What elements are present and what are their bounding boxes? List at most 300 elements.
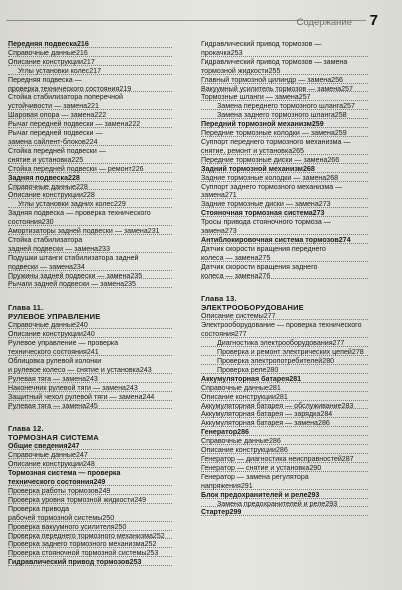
toc-entry[interactable] xyxy=(8,183,190,192)
toc-entry[interactable] xyxy=(201,339,386,348)
toc-entry-page: 280 xyxy=(266,365,279,374)
toc-entry-title: Описание конструкции xyxy=(8,330,83,339)
toc-entry-title: Замена заднего тормозного шланга xyxy=(217,111,335,120)
toc-entry-title: Вакуумный усилитель тормозов — замена xyxy=(201,84,342,93)
toc-entry-title: Датчик скорости вращения переднего xyxy=(201,244,326,253)
toc-entry-page: 219 xyxy=(119,84,132,93)
toc-entry-title: Справочные данные xyxy=(201,383,269,392)
toc-entry[interactable] xyxy=(8,558,190,567)
toc-entry-title: Углы установки колес xyxy=(18,66,90,75)
toc-entry-title: Задняя подвеска xyxy=(8,173,69,182)
chapter-12-title: ТОРМОЗНАЯ СИСТЕМА xyxy=(8,433,99,443)
toc-entry[interactable] xyxy=(201,93,386,102)
toc-entry-page: 273 xyxy=(224,227,237,236)
toc-entry-title: Суппорт заднего тормозного механизма — xyxy=(201,182,343,191)
toc-entry-page: 241 xyxy=(86,348,99,357)
toc-entry-page: 281 xyxy=(275,392,288,401)
toc-entry-title: Рычаг передней подвески — замена xyxy=(8,120,129,129)
toc-entry[interactable] xyxy=(8,549,190,558)
toc-entry[interactable] xyxy=(201,209,386,218)
toc-entry-title: Стартер xyxy=(201,508,230,517)
toc-entry-title: Облицовка рулевой колонки xyxy=(8,357,102,365)
toc-entry[interactable] xyxy=(8,165,190,174)
toc-entry[interactable] xyxy=(201,147,386,156)
toc-entry-page: 225 xyxy=(71,155,84,164)
toc-entry[interactable] xyxy=(201,156,386,165)
toc-entry-page: 249 xyxy=(134,495,147,504)
chapter-12-label: Глава 12. xyxy=(8,424,44,434)
toc-entry-page: 253 xyxy=(146,549,159,558)
toc-entry-page: 248 xyxy=(82,460,95,469)
toc-entry-page: 286 xyxy=(318,419,330,428)
toc-entry[interactable] xyxy=(8,469,190,478)
toc-entry[interactable] xyxy=(201,500,386,509)
toc-entry-page: 217 xyxy=(89,66,102,75)
toc-entry[interactable] xyxy=(8,76,190,85)
toc-entry[interactable] xyxy=(8,93,190,102)
toc-entry-title: Задние тормозные диски — замена xyxy=(201,200,319,209)
toc-entry[interactable] xyxy=(8,393,190,402)
toc-entry-title: Аккумуляторная батарея — замена xyxy=(201,419,319,428)
toc-list-ch11 xyxy=(8,321,190,410)
toc-entry-title: Аккумуляторная батарея xyxy=(201,374,290,383)
toc-entry-page: 245 xyxy=(86,401,98,410)
toc-entry-page: 252 xyxy=(144,540,157,549)
toc-entry-title: проверка технического состояния xyxy=(8,84,120,93)
toc-entry-title: Проверка уровня тормозной жидкости xyxy=(8,495,135,504)
toc-entry[interactable] xyxy=(8,263,190,272)
toc-entry-page: 222 xyxy=(94,111,107,120)
toc-entry[interactable] xyxy=(8,200,190,209)
toc-entry-page: 247 xyxy=(75,451,88,460)
toc-entry-title: Передние тормозные диски — замена xyxy=(201,155,328,164)
toc-entry[interactable] xyxy=(8,487,190,496)
toc-entry-page: 256 xyxy=(331,75,343,84)
toc-entry-title: Суппорт переднего тормозного механизма — xyxy=(201,137,351,146)
toc-entry[interactable] xyxy=(8,129,190,138)
toc-entry[interactable] xyxy=(201,437,386,446)
toc-entry-title: Описание конструкции xyxy=(201,446,276,455)
toc-entry-title: Гидравлический привод тормозов xyxy=(8,558,130,567)
toc-entry-page: 221 xyxy=(87,102,99,111)
toc-entry-page: 286 xyxy=(268,437,281,446)
toc-entry[interactable] xyxy=(8,245,190,254)
toc-entry-title: Описание конструкции xyxy=(8,460,83,469)
toc-entry[interactable] xyxy=(8,40,190,49)
toc-list-ch13 xyxy=(201,312,386,517)
toc-entry[interactable] xyxy=(8,540,190,549)
toc-entry[interactable] xyxy=(8,451,190,460)
toc-entry-page: 231 xyxy=(147,227,160,236)
toc-entry-page: 266 xyxy=(327,155,340,164)
toc-entry[interactable] xyxy=(8,496,190,505)
toc-entry-page: 286 xyxy=(237,428,250,437)
toc-entry-title: Антиблокировочная система тормозов xyxy=(201,235,339,244)
toc-entry-page: 243 xyxy=(86,374,98,383)
toc-entry-title: Проверка привода xyxy=(8,504,70,513)
toc-entry[interactable] xyxy=(201,254,386,263)
page-number: 7 xyxy=(369,12,378,29)
toc-entry-title: замена xyxy=(201,191,225,200)
toc-entry-page: 235 xyxy=(130,271,143,280)
toc-entry[interactable] xyxy=(201,200,386,209)
toc-entry[interactable] xyxy=(8,236,190,245)
toc-entry[interactable] xyxy=(201,482,386,491)
toc-entry-title: Наконечник рулевой тяги — замена xyxy=(8,383,126,392)
toc-entry[interactable] xyxy=(201,508,386,517)
toc-entry-title: технического состояния xyxy=(8,348,87,357)
toc-entry-page: 265 xyxy=(292,146,304,155)
toc-entry[interactable] xyxy=(8,384,190,393)
toc-entry[interactable] xyxy=(201,410,386,419)
toc-entry-title: Задние тормозные колодки — замена xyxy=(201,173,327,182)
toc-entry-page: 240 xyxy=(75,321,88,330)
toc-entry-title: рабочей тормозной системы xyxy=(8,513,103,522)
toc-entry-page: 273 xyxy=(318,200,331,209)
toc-entry[interactable] xyxy=(8,120,190,129)
toc-entry-title: прокачка xyxy=(201,48,231,57)
toc-entry-title: Тормозные шланги — замена xyxy=(201,93,299,102)
toc-entry[interactable] xyxy=(8,330,190,339)
toc-entry[interactable] xyxy=(201,473,386,482)
toc-entry-title: Замена предохранителей и реле xyxy=(217,499,326,508)
toc-entry-page: 226 xyxy=(131,164,144,173)
toc-entry-page: 249 xyxy=(93,478,106,487)
toc-entry[interactable] xyxy=(201,428,386,437)
toc-entry[interactable] xyxy=(8,147,190,156)
toc-entry-page: 217 xyxy=(82,57,95,66)
toc-entry[interactable] xyxy=(201,111,386,120)
toc-entry-title: Рулевая тяга — замена xyxy=(8,374,87,383)
toc-entry-page: 234 xyxy=(72,262,85,271)
toc-entry[interactable] xyxy=(201,129,386,138)
toc-entry[interactable] xyxy=(201,455,386,464)
toc-entry[interactable] xyxy=(8,321,190,330)
toc-entry-page: 257 xyxy=(298,93,311,102)
toc-entry-title: снятие, ремонт и установка xyxy=(201,146,293,155)
toc-list-left xyxy=(8,40,190,289)
toc-entry-title: Датчик скорости вращения заднего xyxy=(201,262,318,271)
toc-entry-page: 277 xyxy=(263,312,276,321)
toc-entry-title: замена сайлент-блоков xyxy=(8,137,86,146)
toc-entry[interactable] xyxy=(201,330,386,339)
toc-entry-title: Описание системы xyxy=(201,312,264,321)
toc-entry[interactable] xyxy=(8,254,190,263)
toc-entry[interactable] xyxy=(201,312,386,321)
toc-entry[interactable] xyxy=(201,272,386,281)
toc-entry-page: 273 xyxy=(312,209,325,218)
toc-entry[interactable] xyxy=(8,505,190,514)
toc-entry-title: колеса — замена xyxy=(201,271,259,280)
toc-entry-page: 284 xyxy=(320,410,333,419)
toc-entry-title: состояния xyxy=(201,330,235,339)
toc-entry-title: замена xyxy=(201,227,225,236)
toc-entry[interactable] xyxy=(201,366,386,375)
toc-entry-title: Диагностика электрооборудования xyxy=(217,339,333,348)
toc-entry[interactable] xyxy=(8,85,190,94)
toc-entry-title: Генератор — замена регулятора xyxy=(201,472,309,481)
toc-entry-title: Проверка стояночной тормозной системы xyxy=(8,549,147,558)
toc-entry-title: Передняя подвеска xyxy=(8,40,77,48)
toc-entry-title: Описание конструкции xyxy=(8,57,83,66)
toc-entry-page: 283 xyxy=(341,401,354,410)
toc-entry-title: Стояночная тормозная система xyxy=(201,209,313,218)
toc-entry-page: 235 xyxy=(124,280,136,289)
toc-entry-title: Главный тормозной цилиндр — замена xyxy=(201,75,332,84)
toc-entry-page: 258 xyxy=(334,111,347,120)
toc-entry-page: 271 xyxy=(224,191,237,200)
toc-entry-title: колеса — замена xyxy=(201,253,259,262)
header-title: Содержание xyxy=(296,17,352,28)
toc-entry[interactable] xyxy=(201,321,386,330)
toc-entry-page: 224 xyxy=(85,137,98,146)
toc-entry-page: 257 xyxy=(343,102,355,111)
toc-entry-page: 250 xyxy=(102,513,115,522)
toc-entry[interactable] xyxy=(201,236,386,245)
toc-entry[interactable] xyxy=(201,165,386,174)
toc-entry-page: 299 xyxy=(229,508,242,517)
toc-entry[interactable] xyxy=(201,348,386,357)
toc-entry[interactable] xyxy=(201,464,386,473)
toc-entry-title: Блок предохранителей и реле xyxy=(201,490,308,499)
toc-entry-page: 278 xyxy=(351,348,364,357)
toc-entry-title: Стойка передней подвески — xyxy=(8,146,106,155)
page-header xyxy=(6,6,396,34)
toc-entry[interactable] xyxy=(201,138,386,147)
toc-entry[interactable] xyxy=(201,183,386,192)
toc-entry[interactable] xyxy=(201,58,386,67)
toc-entry[interactable] xyxy=(201,393,386,402)
toc-entry-page: 291 xyxy=(240,481,253,490)
toc-entry-page: 250 xyxy=(114,522,127,531)
chapter-13-label: Глава 13. xyxy=(201,294,237,304)
toc-entry-title: Проверка и ремонт электрических цепей xyxy=(217,348,352,357)
toc-entry-page: 244 xyxy=(142,392,155,401)
toc-entry[interactable] xyxy=(8,339,190,348)
toc-entry-title: Тормозная система — проверка xyxy=(8,469,121,478)
toc-entry-title: Справочные данные xyxy=(8,182,76,191)
toc-entry[interactable] xyxy=(8,280,190,289)
toc-entry[interactable] xyxy=(8,209,190,218)
toc-entry[interactable] xyxy=(201,263,386,272)
toc-entry-page: 243 xyxy=(125,383,138,392)
toc-entry-page: 268 xyxy=(326,173,339,182)
toc-entry-title: Генератор xyxy=(201,428,238,437)
toc-entry-page: 240 xyxy=(82,330,95,339)
toc-entry[interactable] xyxy=(201,76,386,85)
toc-entry-title: Описание конструкции xyxy=(201,392,276,401)
toc-entry-title: устойчивости — замена xyxy=(8,102,88,111)
toc-entry-title: Аккумуляторная батарея — обслуживание xyxy=(201,401,342,410)
toc-entry-title: Задняя подвеска — проверка технического xyxy=(8,209,151,218)
toc-entry-title: Справочные данные xyxy=(8,451,76,460)
chapter-13-title: ЭЛЕКТРООБОРУДОВАНИЕ xyxy=(201,303,304,313)
toc-entry-page: 276 xyxy=(258,271,271,280)
toc-right-column xyxy=(201,40,386,517)
toc-entry[interactable] xyxy=(201,402,386,411)
toc-entry[interactable] xyxy=(201,384,386,393)
toc-entry-title: Стойка стабилизатора xyxy=(8,235,83,244)
toc-entry[interactable] xyxy=(8,442,190,451)
toc-entry-page: 274 xyxy=(338,235,351,244)
toc-entry-title: Пружины задней подвески — замена xyxy=(8,271,131,280)
toc-entry-page: 259 xyxy=(311,120,324,129)
toc-entry-page: 277 xyxy=(234,330,247,339)
toc-entry[interactable] xyxy=(201,67,386,76)
toc-entry[interactable] xyxy=(8,174,190,183)
toc-entry-title: Задний тормозной механизм xyxy=(201,164,303,173)
toc-entry-title: Углы установки задних колес xyxy=(18,200,114,209)
toc-entry-title: Справочные данные xyxy=(8,321,76,330)
toc-entry-title: тормозной жидкости xyxy=(201,66,269,75)
toc-entry[interactable] xyxy=(201,102,386,111)
toc-entry-title: Рулевая тяга — замена xyxy=(8,401,87,410)
toc-entry[interactable] xyxy=(8,478,190,487)
toc-entry-title: Проверка реле xyxy=(217,365,267,374)
toc-entry-title: Защитный чехол рулевой тяги — замена xyxy=(8,392,143,401)
toc-entry-title: Шаровая опора — замена xyxy=(8,111,95,120)
toc-entry-page: 253 xyxy=(230,48,243,57)
toc-entry-title: Гидравлический привод тормозов — замена xyxy=(201,57,348,66)
toc-entry-title: Передние тормозные колодки — замена xyxy=(201,129,335,138)
toc-entry-page: 222 xyxy=(128,120,141,129)
chapter-11-title: РУЛЕВОЕ УПРАВЛЕНИЕ xyxy=(8,312,101,322)
toc-entry-title: Справочные данные xyxy=(201,437,269,446)
toc-entry[interactable] xyxy=(8,67,190,76)
toc-entry[interactable] xyxy=(8,58,190,67)
toc-entry-page: 230 xyxy=(41,218,54,227)
toc-entry-title: Подушки штанги стабилизатора задней xyxy=(8,253,139,262)
toc-entry-page: 277 xyxy=(332,339,345,348)
toc-entry-title: состояния xyxy=(8,218,42,227)
toc-entry[interactable] xyxy=(8,156,190,165)
toc-entry-page: 228 xyxy=(82,191,95,200)
toc-entry-title: Стойка передней подвески — ремонт xyxy=(8,164,132,173)
toc-entry-page: 281 xyxy=(289,374,302,383)
toc-entry[interactable] xyxy=(201,227,386,236)
toc-entry-title: Справочные данные xyxy=(8,48,76,57)
toc-entry[interactable] xyxy=(201,174,386,183)
toc-entry-title: Передний тормозной механизм xyxy=(201,120,312,129)
toc-entry-page: 249 xyxy=(98,486,111,495)
toc-entry-page: 290 xyxy=(309,463,322,472)
toc-entry-page: 293 xyxy=(307,490,320,499)
toc-entry[interactable] xyxy=(201,191,386,200)
toc-entry-page: 255 xyxy=(268,66,281,75)
toc-entry[interactable] xyxy=(8,49,190,58)
toc-entry-title: Рычаг передней подвески — xyxy=(8,129,103,138)
chapter-11-label: Глава 11. xyxy=(8,303,44,313)
toc-entry[interactable] xyxy=(201,446,386,455)
toc-entry-title: Тросы привода стояночного тормоза — xyxy=(201,218,331,227)
toc-entry-page: 281 xyxy=(268,383,281,392)
toc-entry-title: Общие сведения xyxy=(8,442,68,451)
toc-entry-title: Проверка работы тормозов xyxy=(8,486,99,495)
toc-left-column xyxy=(8,40,190,567)
toc-entry-page: 228 xyxy=(68,173,80,182)
toc-entry[interactable] xyxy=(201,40,386,49)
toc-entry-page: 293 xyxy=(325,499,338,508)
toc-entry[interactable] xyxy=(201,120,386,129)
toc-entry-page: 268 xyxy=(302,164,315,173)
toc-entry[interactable] xyxy=(8,138,190,147)
toc-entry[interactable] xyxy=(201,85,386,94)
toc-entry-page: 228 xyxy=(75,182,88,191)
toc-entry-page: 252 xyxy=(152,531,165,540)
toc-entry-page: 216 xyxy=(76,40,89,48)
toc-entry[interactable] xyxy=(8,111,190,120)
toc-entry-title: Генератор — снятие и установка xyxy=(201,463,310,472)
toc-entry-title: напряжения xyxy=(201,481,241,490)
toc-entry[interactable] xyxy=(8,532,190,541)
toc-entry[interactable] xyxy=(8,402,190,411)
toc-entry-page: 247 xyxy=(67,442,80,451)
toc-entry[interactable] xyxy=(8,272,190,281)
toc-entry[interactable] xyxy=(201,218,386,227)
toc-entry-page: 233 xyxy=(98,244,110,253)
toc-entry-title: Проверка переднего тормозного механизма xyxy=(8,531,153,540)
toc-entry[interactable] xyxy=(8,348,190,357)
toc-entry-page: 275 xyxy=(258,253,271,262)
toc-entry[interactable] xyxy=(8,523,190,532)
toc-entry-title: Рычаги задней подвески — замена xyxy=(8,280,125,289)
toc-entry-title: Проверка электропотребителей xyxy=(217,357,323,365)
toc-entry-title: технического состояния xyxy=(8,478,94,487)
toc-entry-page: 257 xyxy=(341,84,353,93)
toc-entry[interactable] xyxy=(8,191,190,200)
toc-entry-title: Амортизаторы задней подвески — замена xyxy=(8,227,148,236)
toc-entry[interactable] xyxy=(8,460,190,469)
toc-list-ch12 xyxy=(8,442,190,567)
toc-list-right xyxy=(201,40,386,280)
toc-entry[interactable] xyxy=(201,419,386,428)
toc-entry[interactable] xyxy=(201,491,386,500)
toc-entry[interactable] xyxy=(8,102,190,111)
toc-entry[interactable] xyxy=(8,218,190,227)
toc-entry[interactable] xyxy=(201,357,386,366)
toc-entry-title: Электрооборудование — проверка технического xyxy=(201,321,362,330)
toc-entry-title: снятие и установка xyxy=(8,155,72,164)
toc-entry-title: задней подвески — замена xyxy=(8,244,99,253)
toc-entry-page: 259 xyxy=(334,129,347,138)
toc-entry[interactable] xyxy=(201,375,386,384)
toc-entry[interactable] xyxy=(8,357,190,366)
toc-entry-title: Стойка стабилизатора поперечной xyxy=(8,93,123,102)
toc-entry-title: и рулевое колесо — снятие и установка xyxy=(8,365,140,374)
toc-entry-title: Замена переднего тормозного шланга xyxy=(217,102,344,111)
toc-entry-page: 229 xyxy=(113,200,126,209)
toc-entry-page: 216 xyxy=(75,48,88,57)
toc-entry-page: 280 xyxy=(322,357,335,365)
toc-entry-title: Гидравлический привод тормозов — xyxy=(201,40,322,48)
toc-entry[interactable] xyxy=(201,245,386,254)
toc-entry-title: Рулевое управление — проверка xyxy=(8,339,119,348)
toc-entry[interactable] xyxy=(8,375,190,384)
toc-entry[interactable] xyxy=(201,49,386,58)
toc-entry-title: Аккумуляторная батарея — зарядка xyxy=(201,410,321,419)
toc-entry-page: 253 xyxy=(129,558,142,567)
toc-entry[interactable] xyxy=(8,227,190,236)
toc-entry-title: Передняя подвеска — xyxy=(8,75,82,84)
toc-entry-title: Генератор — диагностика неисправностей xyxy=(201,454,342,463)
toc-entry[interactable] xyxy=(8,366,190,375)
toc-entry-title: подвески — замена xyxy=(8,262,73,271)
toc-entry-title: Проверка заднего тормозного механизма xyxy=(8,540,145,549)
toc-entry-page: 286 xyxy=(275,446,288,455)
toc-entry-page: 243 xyxy=(139,365,152,374)
toc-entry[interactable] xyxy=(8,514,190,523)
toc-entry-page: 287 xyxy=(341,454,354,463)
